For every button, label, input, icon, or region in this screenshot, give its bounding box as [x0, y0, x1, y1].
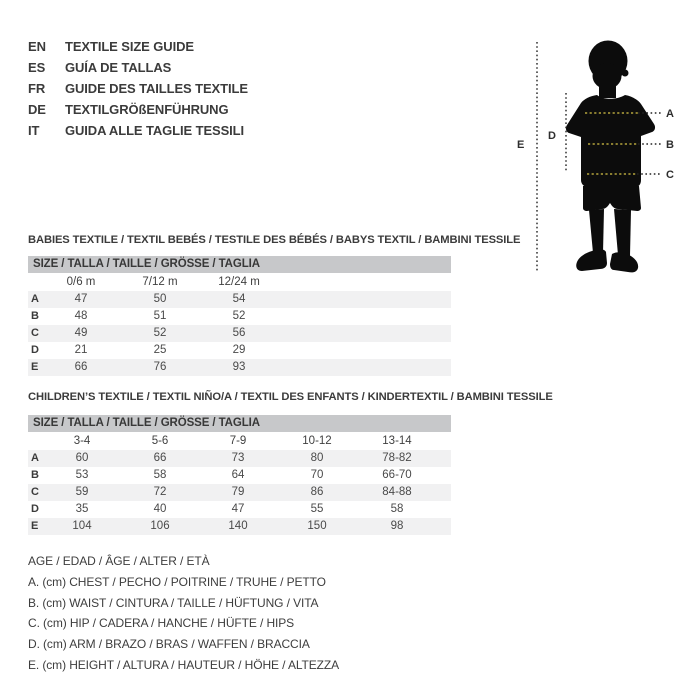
- measure-label-hip: C: [666, 169, 674, 181]
- value-cell: 56: [232, 327, 246, 339]
- table-row: [28, 518, 451, 535]
- table-row: [28, 484, 451, 501]
- table-row: [28, 308, 451, 325]
- babies-size-table: [28, 233, 521, 376]
- value-cell: 48: [74, 310, 88, 322]
- value-cell: 51: [153, 310, 167, 322]
- language-row: [28, 36, 248, 57]
- column-header: 7/12 m: [142, 276, 178, 288]
- value-cell: 70: [310, 469, 324, 481]
- legend-waist-line: B. (cm) WAIST / CINTURA / TAILLE / HÜFTUNG / VITA: [28, 595, 319, 610]
- child-silhouette-icon: [566, 41, 655, 273]
- value-cell: 29: [232, 344, 246, 356]
- language-title: TEXTILGRÖßENFÜHRUNG: [65, 102, 229, 117]
- column-header: 5-6: [151, 435, 169, 447]
- value-cell: 21: [74, 344, 88, 356]
- table-row: [28, 325, 451, 342]
- row-label: B: [31, 469, 39, 481]
- row-label: E: [31, 361, 39, 373]
- row-label: C: [31, 486, 39, 498]
- language-row: [28, 99, 248, 120]
- legend-age-line: AGE / EDAD / ÂGE / ALTER / ETÀ: [28, 554, 210, 568]
- value-cell: 53: [75, 469, 89, 481]
- column-header: 0/6 m: [66, 276, 96, 288]
- language-code: ES: [28, 60, 46, 75]
- language-code: IT: [28, 123, 40, 138]
- value-cell: 72: [153, 486, 167, 498]
- column-header: 12/24 m: [218, 276, 260, 288]
- table-row: [28, 342, 451, 359]
- language-row: [28, 78, 248, 99]
- value-cell: 79: [231, 486, 245, 498]
- measure-label-waist: B: [666, 139, 674, 151]
- table-row: [28, 450, 451, 467]
- value-cell: 59: [75, 486, 89, 498]
- value-cell: 25: [153, 344, 167, 356]
- value-cell: 47: [74, 293, 88, 305]
- value-cell: 66-70: [382, 469, 412, 481]
- value-cell: 60: [75, 452, 89, 464]
- language-title: TEXTILE SIZE GUIDE: [65, 39, 194, 54]
- size-header-bar: SIZE / TALLA / TAILLE / GRÖSSE / TAGLIA: [28, 415, 451, 432]
- row-label: D: [31, 503, 39, 515]
- table-row: [28, 467, 451, 484]
- value-cell: 58: [153, 469, 167, 481]
- measurement-legend: [28, 551, 339, 676]
- value-cell: 47: [231, 503, 245, 515]
- language-title: GUIDE DES TAILLES TEXTILE: [65, 81, 248, 96]
- value-cell: 73: [231, 452, 245, 464]
- measure-label-chest: A: [666, 108, 674, 120]
- language-code: FR: [28, 81, 46, 96]
- language-code: DE: [28, 102, 46, 117]
- row-label: B: [31, 310, 39, 322]
- value-cell: 40: [153, 503, 167, 515]
- value-cell: 78-82: [382, 452, 412, 464]
- child-silhouette-figure: [500, 20, 700, 280]
- value-cell: 66: [153, 452, 167, 464]
- legend-hip-line: C. (cm) HIP / CADERA / HANCHE / HÜFTE / HIPS: [28, 616, 295, 631]
- language-title: GUÍA DE TALLAS: [65, 60, 172, 75]
- value-cell: 50: [153, 293, 167, 305]
- row-label: D: [31, 344, 39, 356]
- legend-chest-line: A. (cm) CHEST / PECHO / POITRINE / TRUHE / PETTO: [28, 574, 326, 589]
- value-cell: 66: [74, 361, 88, 373]
- value-cell: 35: [75, 503, 89, 515]
- column-header: 7-9: [229, 435, 247, 447]
- table-row: [28, 501, 451, 518]
- column-header-row: [28, 273, 451, 291]
- value-cell: 52: [232, 310, 246, 322]
- language-row: [28, 57, 248, 78]
- value-cell: 64: [231, 469, 245, 481]
- row-label: A: [31, 293, 39, 305]
- value-cell: 55: [310, 503, 324, 515]
- legend-height-line: E. (cm) HEIGHT / ALTURA / HAUTEUR / HÖHE / ALTEZZA: [28, 657, 340, 672]
- column-header-row: [28, 432, 451, 450]
- language-code: EN: [28, 39, 46, 54]
- value-cell: 84-88: [382, 486, 412, 498]
- column-header: 10-12: [302, 435, 332, 447]
- value-cell: 140: [228, 520, 248, 532]
- value-cell: 86: [310, 486, 324, 498]
- table-row: [28, 359, 451, 376]
- value-cell: 58: [390, 503, 404, 515]
- value-cell: 54: [232, 293, 246, 305]
- babies-table-title: BABIES TEXTILE / TEXTIL BEBÉS / TESTILE DES BÉBÉS / BABYS TEXTIL / BAMBINI TESSILE: [28, 234, 521, 246]
- value-cell: 98: [390, 520, 404, 532]
- language-title: GUIDA ALLE TAGLIE TESSILI: [65, 123, 245, 138]
- language-list: [28, 36, 248, 141]
- measure-label-height: E: [517, 139, 525, 151]
- legend-arm-line: D. (cm) ARM / BRAZO / BRAS / WAFFEN / BRACCIA: [28, 637, 310, 652]
- value-cell: 93: [232, 361, 246, 373]
- value-cell: 104: [72, 520, 92, 532]
- value-cell: 76: [153, 361, 167, 373]
- value-cell: 49: [74, 327, 88, 339]
- language-row: [28, 120, 248, 141]
- value-cell: 106: [150, 520, 170, 532]
- children-size-table: [28, 390, 553, 535]
- children-table-title: CHILDREN’S TEXTILE / TEXTIL NIÑO/A / TEXTIL DES ENFANTS / KINDERTEXTIL / BAMBINI TESSILE: [28, 391, 553, 403]
- row-label: A: [31, 452, 39, 464]
- value-cell: 52: [153, 327, 167, 339]
- size-header-bar: SIZE / TALLA / TAILLE / GRÖSSE / TAGLIA: [28, 256, 451, 273]
- row-label: E: [31, 520, 39, 532]
- table-row: [28, 291, 451, 308]
- column-header: 13-14: [382, 435, 412, 447]
- value-cell: 80: [310, 452, 324, 464]
- column-header: 3-4: [73, 435, 91, 447]
- row-label: C: [31, 327, 39, 339]
- value-cell: 150: [307, 520, 327, 532]
- measure-label-arm: D: [548, 130, 556, 142]
